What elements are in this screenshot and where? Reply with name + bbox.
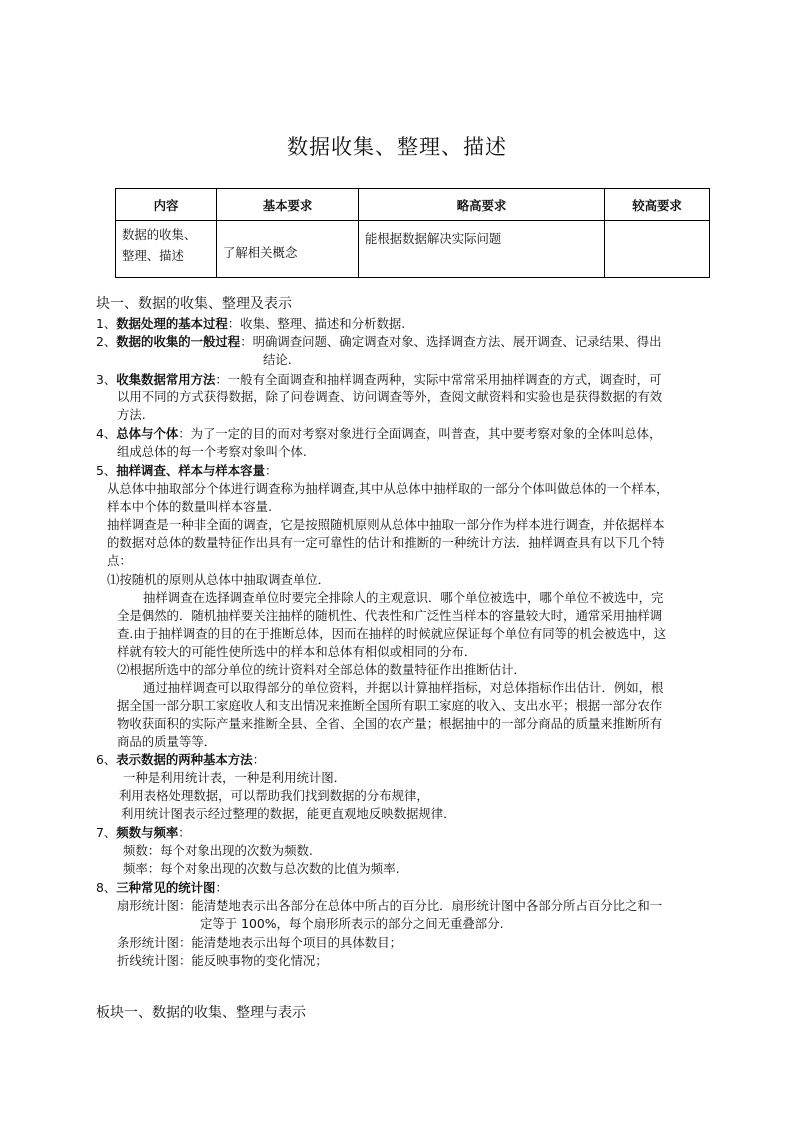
item-number: 8、 [96, 880, 117, 895]
section-2-heading: 板块一、数据的收集、整理与表示 [96, 1005, 306, 1021]
cell-basic: 了解相关概念 [217, 221, 359, 278]
item-5-p2: 抽样调查是一种非全面的调查，它是按照随机原则从总体中抽取一部分作为样本进行调查，并依据样本 [107, 517, 665, 532]
cell-content-line2: 整理、描述 [122, 248, 184, 263]
item-5-p2c: 点： [107, 553, 132, 568]
item-number: 5、 [96, 463, 117, 478]
item-text: ：明确调查问题、确定调查对象、选择调查方法、展开调查、记录结果、得出 [240, 334, 662, 349]
item-text: ： [264, 463, 278, 478]
item-1 [96, 315, 405, 332]
item-term: 抽样调查、样本与样本容量 [116, 463, 265, 478]
item-5-s2c: 物收获面积的实际产量来推断全县、全省、全国的农产量；根据抽中的一部分商品的质量来推断所有 [117, 716, 663, 731]
item-term: 表示数据的两种基本方法 [116, 752, 253, 767]
item-5-s2b: 据全国一部分职工家庭收人和支出情况来推断全国所有职工家庭的收入、支出水平；根据一部分农作 [117, 698, 663, 713]
item-number: 6、 [96, 752, 117, 767]
item-term: 三种常见的统计图 [116, 880, 216, 895]
item-number: 3、 [96, 372, 117, 387]
section-heading: 块一、数据的收集、整理及表示 [96, 296, 292, 312]
header-highest: 较高要求 [605, 189, 710, 221]
item-8-a2: 定等于 100%，每个扇形所表示的部分之间无重叠部分. [200, 916, 504, 931]
item-text: ：收集、整理、描述和分析数据. [227, 316, 406, 331]
item-5-s2a: 通过抽样调查可以取得部分的单位资料，并据以计算抽样指标，对总体指标作出估计．例如，根 [143, 680, 664, 695]
item-6-a: 一种是利用统计表，一种是利用统计图． [123, 770, 347, 785]
item-8-c: 折线统计图：能反映事物的变化情况； [117, 953, 328, 968]
item-number: 2、 [96, 334, 117, 349]
cell-content-line1: 数据的收集、 [122, 227, 197, 242]
item-5-p2b: 的数据对总体的数量特征作出具有一定可靠性的估计和推断的一种统计方法．抽样调查具有以下几个特 [107, 535, 665, 550]
item-2 [96, 333, 661, 350]
item-number: 1、 [96, 316, 117, 331]
item-term: 数据的收集的一般过程 [116, 334, 241, 349]
cell-content [116, 221, 217, 278]
item-6 [96, 751, 265, 768]
item-text: ： [178, 825, 191, 840]
item-6-c: 利用统计图表示经过整理的数据，能更直观地反映数据规律． [121, 806, 456, 821]
item-text: ： [215, 880, 228, 895]
item-5-s2d: 商品的质量等等． [117, 734, 217, 749]
item-3 [96, 371, 661, 388]
cell-higher: 能根据数据解决实际问题 [359, 221, 605, 278]
item-5-s1: ⑴按随机的原则从总体中抽取调查单位． [107, 572, 331, 587]
item-5-s1d: 样就有较大的可能性使所选中的样本和总体有相似或相同的分布． [117, 644, 477, 659]
item-6-b: 利用表格处理数据，可以帮助我们找到数据的分布规律， [119, 788, 429, 803]
table-header-row [116, 189, 710, 221]
item-text: ： [252, 752, 265, 767]
table-row [116, 221, 710, 278]
item-term: 总体与个体 [116, 426, 179, 441]
item-term: 数据处理的基本过程 [116, 316, 228, 331]
header-basic: 基本要求 [217, 189, 359, 221]
item-5-s1b: 全是偶然的．随机抽样要关注抽样的随机性、代表性和广泛性当样本的容量较大时，通常采用抽样调 [117, 608, 663, 623]
item-8-b: 条形统计图：能清楚地表示出每个项目的具体数目； [117, 935, 402, 950]
item-4 [96, 425, 661, 442]
header-content: 内容 [116, 189, 217, 221]
page-title: 数据收集、整理、描述 [287, 135, 507, 159]
item-7-a: 频数：每个对象出现的次数为频数. [123, 843, 313, 858]
item-7 [96, 824, 191, 841]
item-5-s2: ⑵根据所选中的部分单位的统计资料对全部总体的数量特征作出推断估计． [117, 662, 526, 677]
item-text: ：为了一定的目的而对考察对象进行全面调查，叫普查，其中要考察对象的全体叫总体， [178, 426, 662, 441]
item-3-cont1: 以用不同的方式获得数据，除了问卷调查、访问调查等外，查阅文献资料和实验也是获得数据的有效 [117, 389, 663, 404]
item-8 [96, 879, 228, 896]
item-term: 收集数据常用方法 [116, 372, 216, 387]
item-7-b: 频率：每个对象出现的次数与总次数的比值为频率. [123, 861, 400, 876]
requirements-table [115, 188, 710, 278]
cell-highest [605, 221, 710, 278]
item-term: 频数与频率 [116, 825, 179, 840]
item-5-p1b: 样本中个体的数量叫样本容量. [107, 499, 273, 514]
item-2-cont: 结论. [263, 352, 292, 367]
item-5-p1: 从总体中抽取部分个体进行调查称为抽样调查,其中从总体中抽样取的一部分个体叫做总体的一个样本， [107, 481, 669, 496]
item-4-cont: 组成总体的每一个考察对象叫个体. [117, 444, 307, 459]
item-number: 4、 [96, 426, 117, 441]
item-3-cont2: 方法. [117, 407, 146, 422]
item-8-a: 扇形统计图：能清楚地表示出各部分在总体中所占的百分比．扇形统计图中各部分所占百分比之和一 [117, 898, 663, 913]
header-higher: 略高要求 [359, 189, 605, 221]
item-text: ：一般有全面调查和抽样调查两种，实际中常常采用抽样调查的方式，调查时，可 [215, 372, 662, 387]
item-5 [96, 462, 277, 479]
item-5-s1a: 抽样调查在选择调查单位时要完全排除人的主观意识．哪个单位被选中，哪个单位不被选中，完 [143, 590, 664, 605]
item-5-s1c: 查.由于抽样调查的目的在于推断总体，因而在抽样的时候就应保证每个单位有同等的机会被选中，这 [117, 626, 667, 641]
item-number: 7、 [96, 825, 117, 840]
